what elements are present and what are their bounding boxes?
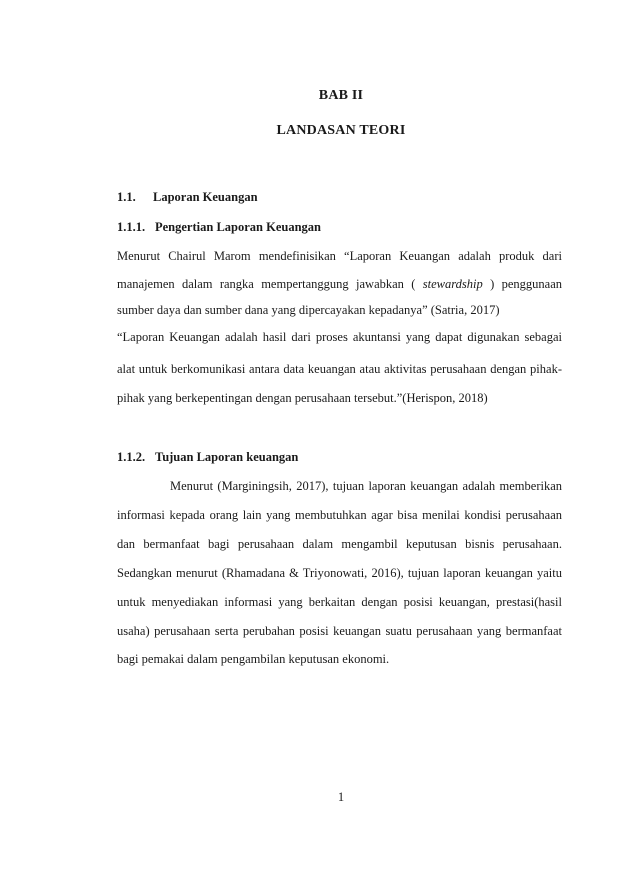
paragraph-line: Menurut (Marginingsih, 2017), tujuan laporan keuangan adalah memberikan [170,479,562,493]
section-title: Laporan Keuangan [153,190,258,204]
paragraph-line: “Laporan Keuangan adalah hasil dari proses akuntansi yang dapat digunakan sebagai [117,330,562,344]
subsection-heading-1-1-1 [117,220,321,235]
paragraph-line: usaha) perusahaan serta perubahan posisi keuangan suatu perusahaan yang bermanfaat [117,624,562,638]
subsection-heading-1-1-2 [117,450,298,465]
section-number: 1.1. [117,190,136,204]
paragraph-line: dan bermanfaat bagi perusahaan dalam mengambil keputusan bisnis perusahaan. [117,537,562,551]
italic-term: stewardship [422,277,483,291]
subsection-title: Pengertian Laporan Keuangan [155,220,321,234]
paragraph-line: alat untuk berkomunikasi antara data keuangan atau aktivitas perusahaan dengan pihak- [117,362,562,376]
chapter-title: LANDASAN TEORI [276,123,406,138]
paragraph-line: sumber daya dan sumber dana yang dipercayakan kepadanya” (Satria, 2017) [117,303,500,317]
paragraph-line: manajemen dalam rangka mempertanggung jawabkan ( stewardship ) penggunaan [117,277,563,291]
paragraph-line: bagi pemakai dalam pengambilan keputusan ekonomi. [117,652,390,666]
subsection-number: 1.1.1. [117,220,146,234]
subsection-number: 1.1.2. [117,450,146,464]
paragraph-line: Sedangkan menurut (Rhamadana & Triyonowati, 2016), tujuan laporan keuangan yaitu [117,566,562,580]
paragraph-line: untuk menyediakan informasi yang berkaitan dengan posisi keuangan, prestasi(hasil [117,595,562,609]
paragraph-line: pihak yang berkepentingan dengan perusahaan tersebut.”(Herispon, 2018) [117,391,488,405]
paragraph-line: informasi kepada orang lain yang membutuhkan agar bisa menilai kondisi perusahaan [117,508,562,522]
page-number: 1 [337,790,345,804]
section-heading-1-1 [117,190,258,205]
chapter-heading: BAB II [318,88,364,103]
paragraph-line: Menurut Chairul Marom mendefinisikan “Laporan Keuangan adalah produk dari [117,249,562,263]
subsection-title: Tujuan Laporan keuangan [155,450,299,464]
